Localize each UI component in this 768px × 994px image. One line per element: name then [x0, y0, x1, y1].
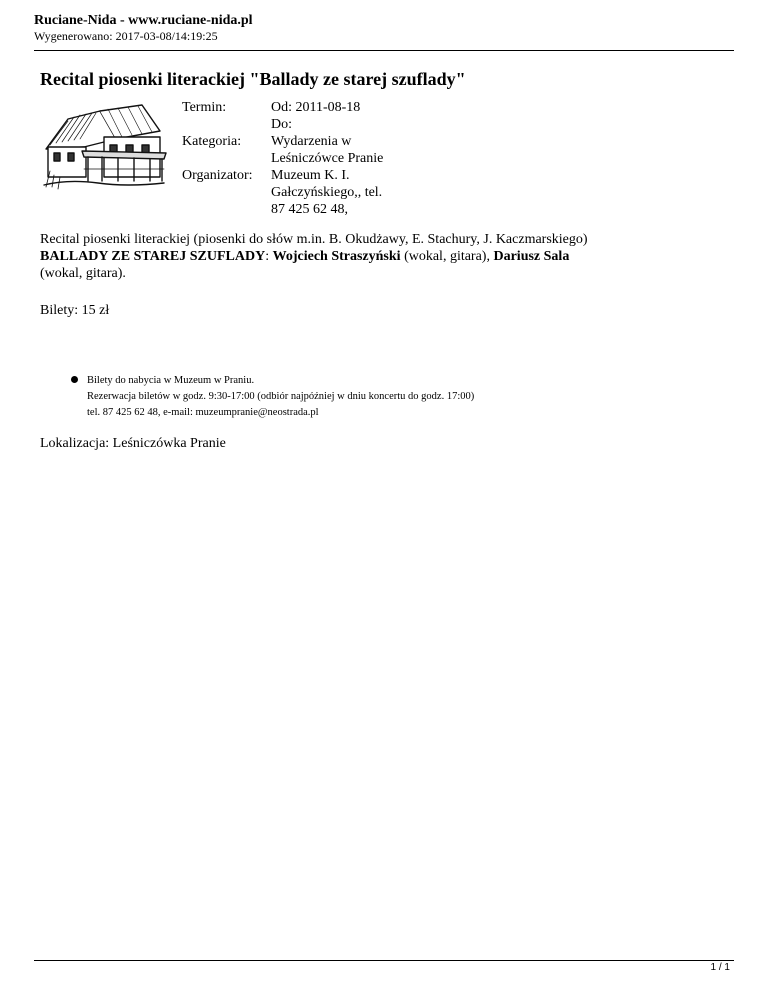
term-label: Termin:	[182, 100, 227, 115]
ticket-info-line-1: Bilety do nabycia w Muzeum w Praniu.	[87, 375, 255, 386]
date-from: Od: 2011-08-18	[271, 100, 361, 115]
event-location: Lokalizacja: Leśniczówka Pranie	[40, 436, 226, 451]
organizer-label: Organizator:	[182, 168, 253, 183]
performer-2-role: (wokal, gitara).	[40, 266, 126, 281]
header-divider	[34, 50, 734, 51]
event-meta-table	[182, 99, 391, 218]
event-thumbnail	[38, 97, 170, 193]
footer-divider	[34, 960, 734, 961]
event-description	[40, 231, 600, 282]
description-colon: :	[265, 249, 273, 264]
performer-1: Wojciech Straszyński	[272, 249, 401, 264]
description-title-caps: BALLADY ZE STAREJ SZUFLADY	[40, 249, 266, 264]
ticket-price: Bilety: 15 zł	[40, 303, 110, 318]
performer-2: Dariusz Sala	[493, 249, 570, 264]
site-title: Ruciane-Nida - www.ruciane-nida.pl	[34, 13, 253, 28]
bullet-icon	[71, 376, 78, 383]
ticket-info-list	[40, 373, 474, 421]
page-number: 1 / 1	[710, 962, 730, 973]
event-title: Recital piosenki literackiej "Ballady ze starej szuflady"	[40, 69, 466, 89]
category-value: Wydarzenia w Leśniczówce Pranie	[271, 134, 384, 166]
ticket-info-line-2: Rezerwacja biletów w godz. 9:30-17:00 (odbiór najpóźniej w dniu koncertu do godz. 17:00)	[87, 391, 475, 402]
category-label: Kategoria:	[182, 134, 242, 149]
description-intro: Recital piosenki literackiej (piosenki do słów m.in. B. Okudżawy, E. Stachury, J. Kaczmarskiego)	[40, 232, 588, 247]
date-to: Do:	[271, 117, 292, 132]
page-header	[34, 12, 253, 44]
performer-1-role: (wokal, gitara),	[400, 249, 494, 264]
generated-timestamp: Wygenerowano: 2017-03-08/14:19:25	[34, 29, 218, 43]
ticket-info-line-3: tel. 87 425 62 48, e-mail: muzeumpranie@neostrada.pl	[87, 407, 319, 418]
organizer-value: Muzeum K. I. Gałczyńskiego,, tel. 87 425 62 48,	[271, 168, 383, 217]
list-item	[40, 373, 474, 421]
